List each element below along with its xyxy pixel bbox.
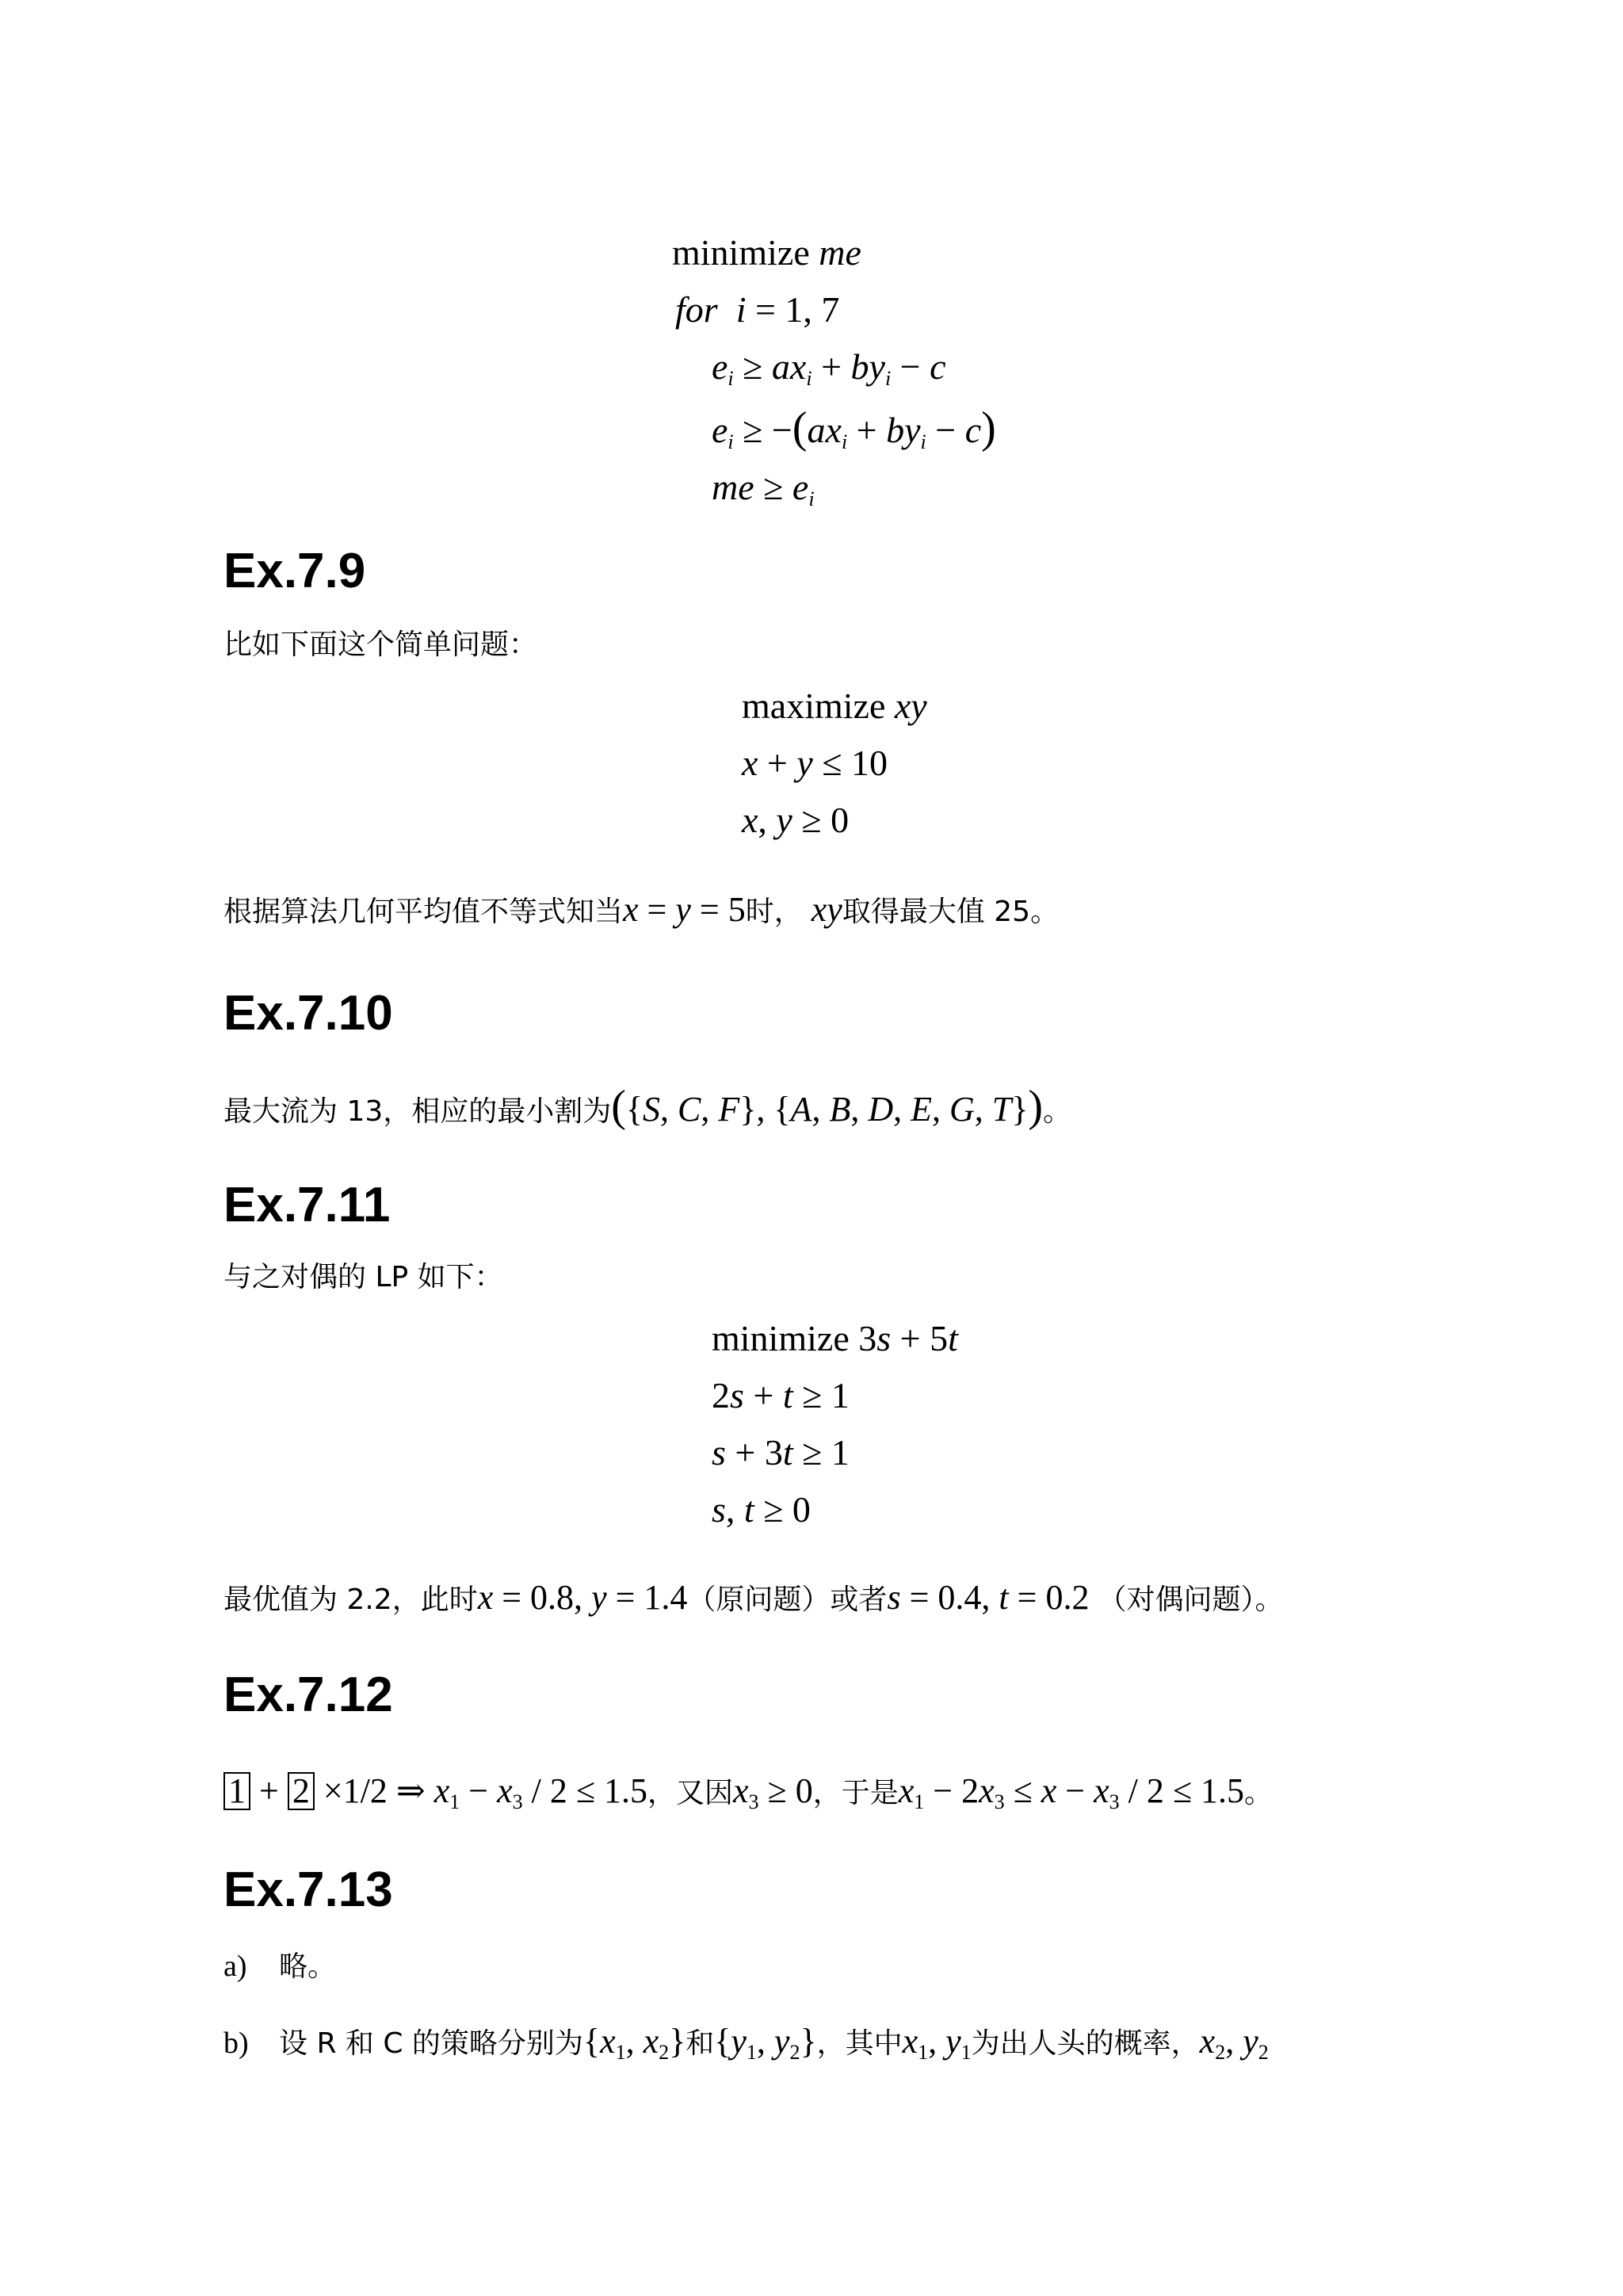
ex-7-9-answer-part-b: 时， bbox=[745, 896, 803, 928]
ex-7-9-answer-part-c: 取得最大值 25。 bbox=[842, 896, 1060, 928]
top-lp-constraint-1: $e_i \ge ax_i + by_i - c$ bbox=[712, 346, 946, 390]
ex-7-13-b-math-3: $x_1$, $y_1$ bbox=[902, 2022, 972, 2064]
ex-7-10-part-a: 最大流为 13，相应的最小割为 bbox=[223, 1095, 612, 1128]
ex-7-13-b-math-4: $x_2$, $y_2$ bbox=[1199, 2022, 1269, 2064]
ex-7-9-answer-math-2: xy bbox=[811, 890, 842, 929]
ex-7-11-constraint-2: s + 3t ≥ 1 bbox=[712, 1432, 850, 1473]
ex-7-11-answer-part-b: （原问题）或者 bbox=[687, 1584, 888, 1616]
ex-7-13-b-math-2: {$y_1$, $y_2$} bbox=[714, 2022, 817, 2064]
ex-7-9-answer bbox=[223, 892, 1059, 927]
ex-7-9-constraint-1: x + y ≤ 10 bbox=[742, 743, 888, 783]
ex-7-12-box-1: 1 bbox=[223, 1772, 250, 1810]
heading-ex-7-12: Ex.7.12 bbox=[223, 1668, 393, 1722]
ex-7-9-answer-part-a: 根据算法几何平均值不等式知当 bbox=[223, 896, 624, 928]
ex-7-10-min-cut-math: ({S, C, F}, {A, B, D, E, G, T}) bbox=[611, 1082, 1044, 1131]
ex-7-12-box-2: 2 bbox=[288, 1772, 315, 1810]
ex-7-12-plus: + bbox=[250, 1771, 288, 1810]
ex-7-11-answer-math-1: x = 0.8, y = 1.4 bbox=[477, 1578, 688, 1617]
ex-7-13-b-label: b) bbox=[223, 2027, 249, 2060]
ex-7-13-a-text: 略。 bbox=[279, 1950, 337, 1983]
ex-7-13-b-part-a: 设 R 和 C 的策略分别为 bbox=[279, 2027, 583, 2060]
ex-7-9-intro: 比如下面这个简单问题： bbox=[223, 628, 538, 661]
top-lp-objective: minimize me bbox=[672, 232, 861, 273]
ex-7-13-item-a bbox=[223, 1951, 336, 1981]
ex-7-13-item-b bbox=[223, 2022, 1269, 2064]
ex-7-13-b-part-c: ，其中 bbox=[816, 2027, 903, 2060]
ex-7-12-math-1: ×1/2 ⇒ $x_1 - x_3 / 2 \le 1.5$ bbox=[314, 1771, 647, 1813]
ex-7-11-answer-math-2: s = 0.4, t = 0.2 bbox=[887, 1578, 1098, 1617]
heading-ex-7-10: Ex.7.10 bbox=[223, 986, 393, 1041]
ex-7-9-constraint-2: x, y ≥ 0 bbox=[742, 800, 850, 840]
heading-ex-7-9: Ex.7.9 bbox=[223, 544, 366, 598]
top-lp-loop: for i = 1, 7 bbox=[675, 289, 840, 330]
ex-7-11-intro: 与之对偶的 LP 如下： bbox=[223, 1261, 503, 1293]
ex-7-12-part-b: ，于是 bbox=[812, 1777, 899, 1809]
top-lp-constraint-3: me ≥ $e_i$ bbox=[712, 467, 815, 510]
ex-7-13-b-math-1: {$x_1$, $x_2$} bbox=[582, 2022, 686, 2064]
top-lp-constraint-2: $e_i \ge -(ax_i + by_i - c)$ bbox=[712, 403, 996, 453]
ex-7-13-b-part-b: 和 bbox=[685, 2027, 715, 2060]
ex-7-12-math-2: $x_3 \ge 0$ bbox=[733, 1771, 813, 1813]
heading-ex-7-11: Ex.7.11 bbox=[223, 1178, 391, 1232]
ex-7-9-answer-math-1: x = y = 5 bbox=[623, 890, 746, 929]
ex-7-11-constraint-3: s, t ≥ 0 bbox=[712, 1489, 811, 1530]
ex-7-10-text bbox=[223, 1084, 1071, 1129]
ex-7-13-b-part-d: 为出人头的概率， bbox=[971, 2027, 1200, 2060]
heading-ex-7-13: Ex.7.13 bbox=[223, 1862, 393, 1917]
ex-7-10-part-b: 。 bbox=[1043, 1095, 1072, 1128]
ex-7-11-answer-part-a: 最优值为 2.2，此时 bbox=[223, 1584, 478, 1616]
ex-7-13-a-label: a) bbox=[223, 1950, 247, 1983]
ex-7-12-math-3: $x_1 - 2x_3 \le x - x_3 / 2 \le 1.5$ bbox=[898, 1771, 1245, 1813]
ex-7-11-answer bbox=[223, 1580, 1283, 1615]
ex-7-11-constraint-1: 2s + t ≥ 1 bbox=[712, 1375, 850, 1415]
ex-7-11-answer-part-c: （对偶问题）。 bbox=[1098, 1584, 1284, 1616]
ex-7-12-part-a: ，又因 bbox=[647, 1777, 734, 1809]
ex-7-12-text bbox=[223, 1771, 1274, 1813]
ex-7-9-objective: maximize xy bbox=[742, 686, 927, 726]
ex-7-12-part-c: 。 bbox=[1244, 1777, 1274, 1809]
ex-7-11-objective: minimize 3s + 5t bbox=[712, 1318, 958, 1358]
